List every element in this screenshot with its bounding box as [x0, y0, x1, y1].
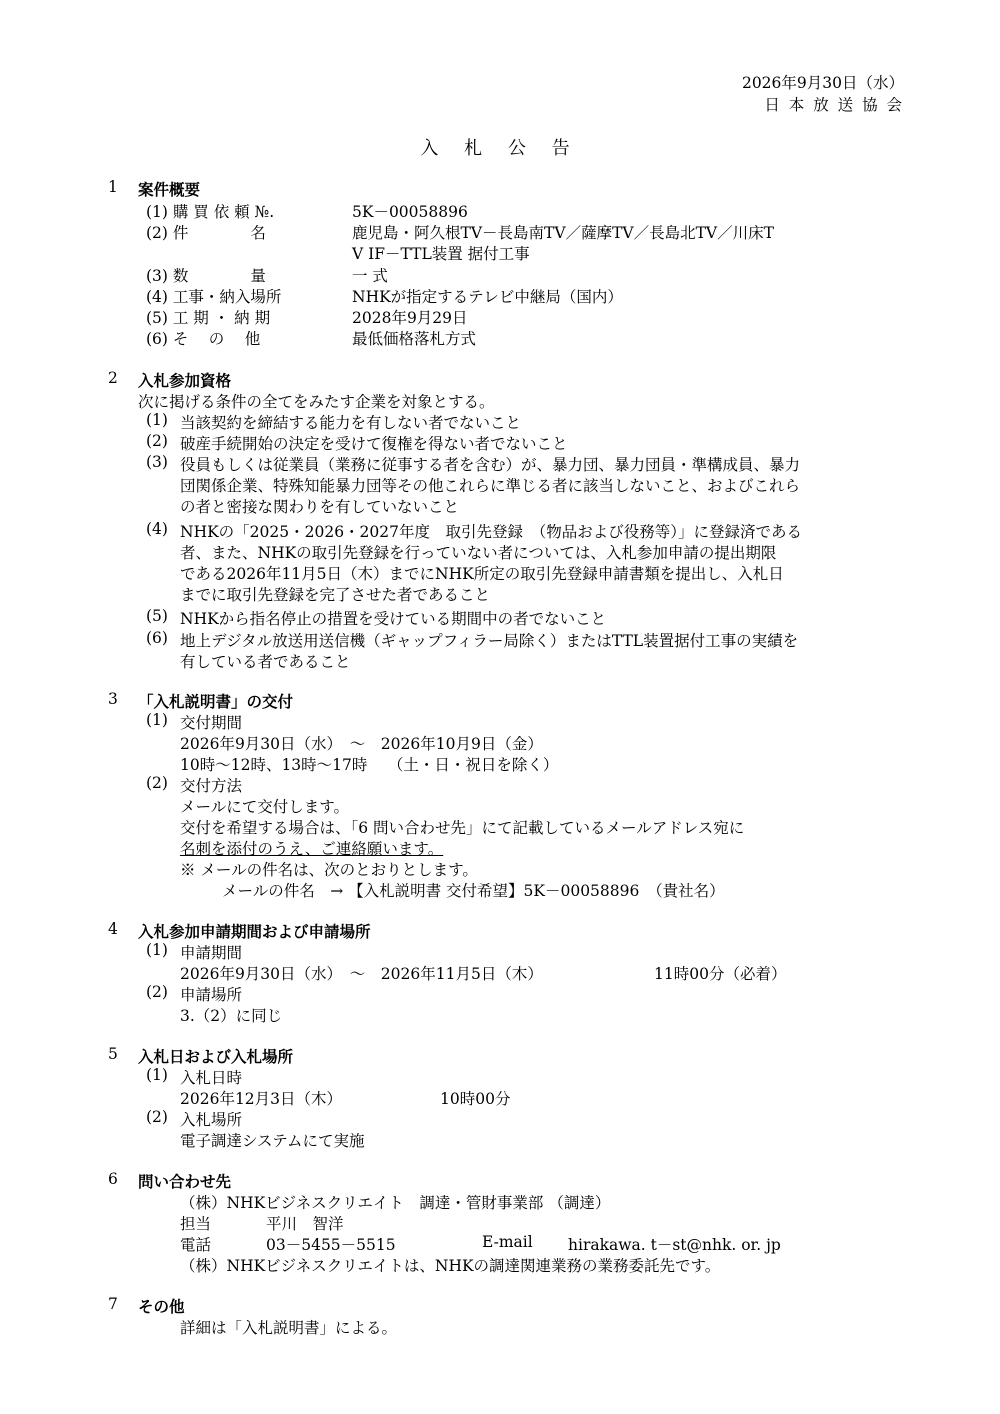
s1-label-location: (4) 工事・納入場所	[146, 288, 282, 306]
section-5-number: 5	[108, 1045, 118, 1063]
s2-item1-number: (1)	[146, 411, 168, 429]
s6-company-dept: （株）NHKビジネスクリエイト 調達・管財事業部 （調達）	[180, 1194, 611, 1212]
s1-value-location: NHKが指定するテレビ中継局（国内）	[352, 288, 623, 306]
s1-value-purchase-no: 5K－00058896	[352, 203, 468, 221]
s2-item6-line2: 有している者であること	[180, 653, 351, 671]
s1-label-quantity: (3) 数 量	[146, 267, 266, 285]
s2-item5-text: NHKから指名停止の措置を受けている期間中の者でないこと	[180, 610, 607, 628]
section-1-number: 1	[108, 178, 118, 196]
s1-value-quantity: 一 式	[352, 267, 388, 285]
section-7-number: 7	[108, 1295, 118, 1313]
s5-item2-number: (2)	[146, 1108, 168, 1126]
s4-item2-label: 申請場所	[180, 986, 243, 1004]
s6-contact-label: 担当	[180, 1215, 212, 1233]
section-3-number: 3	[108, 690, 118, 708]
s2-item4-number: (4)	[146, 520, 168, 538]
s3-item1-dates: 2026年9月30日（水） ～ 2026年10月9日（金）	[180, 735, 543, 753]
s1-label-period: (5) 工 期 ・ 納 期	[146, 309, 271, 327]
s2-item5-number: (5)	[146, 607, 168, 625]
s6-email-label: E-mail	[482, 1233, 533, 1251]
s6-note: （株）NHKビジネスクリエイトは、NHKの調達関連業務の業務委託先です。	[180, 1257, 721, 1275]
section-6-title: 問い合わせ先	[138, 1172, 232, 1191]
s3-item2-number: (2)	[146, 774, 168, 792]
section-2-title: 入札参加資格	[138, 371, 232, 390]
s2-item3-number: (3)	[146, 453, 168, 471]
s1-value-subject-line2: V IF－TTL装置 据付工事	[352, 245, 530, 263]
s6-email-address[interactable]: hirakawa. t－st@nhk. or. jp	[568, 1236, 781, 1254]
s6-phone-number: 03－5455－5515	[266, 1236, 396, 1254]
s2-item3-line3: の者と密接な関わりを有していないこと	[180, 498, 460, 516]
page-title: 入 札 公 告	[420, 138, 580, 159]
s5-item2-value: 電子調達システムにて実施	[180, 1132, 365, 1150]
s1-value-period: 2028年9月29日	[352, 309, 468, 327]
s2-item4-line3: である2026年11月5日（木）までにNHK所定の取引先登録申請書類を提出し、入札日	[180, 565, 784, 583]
s1-value-subject-line1: 鹿児島・阿久根TV－長島南TV／薩摩TV／長島北TV／川床T	[352, 224, 774, 242]
s4-item1-number: (1)	[146, 941, 168, 959]
s3-email-subject: メールの件名 → 【入札説明書 交付希望】5K－00058896 （貴社名）	[222, 882, 725, 900]
s3-item2-line2: 交付を希望する場合は、「6 問い合わせ先」にて記載しているメールアドレス宛に	[180, 819, 745, 837]
s3-item2-line3: 名刺を添付のうえ、ご連絡願います。	[180, 840, 444, 858]
s5-item1-time: 10時00分	[440, 1090, 511, 1108]
s4-item2-value: 3.（2）に同じ	[180, 1007, 283, 1025]
s3-item1-number: (1)	[146, 711, 168, 729]
s2-item4-line2: 者、また、NHKの取引先登録を行っていない者については、入札参加申請の提出期限	[180, 544, 777, 562]
s5-item1-date: 2026年12月3日（木）	[180, 1090, 343, 1108]
section-5-title: 入札日および入札場所	[138, 1047, 294, 1066]
s3-item1-hours: 10時～12時、13時～17時 （土・日・祝日を除く）	[180, 756, 559, 774]
s3-item2-label: 交付方法	[180, 777, 243, 795]
s4-item1-label: 申請期間	[180, 944, 243, 962]
s4-item1-deadline-time: 11時00分（必着）	[654, 965, 787, 983]
s2-item6-line1: 地上デジタル放送用送信機（ギャップフィラー局除く）またはTTL装置据付工事の実績を	[180, 632, 799, 650]
section-3-title: 「入札説明書」の交付	[138, 692, 294, 711]
s3-item1-label: 交付期間	[180, 714, 243, 732]
s5-item1-label: 入札日時	[180, 1069, 243, 1087]
s3-item2-line4: ※ メールの件名は、次のとおりとします。	[180, 861, 478, 879]
s6-contact-name: 平川 智洋	[266, 1215, 344, 1233]
s2-item2-text: 破産手続開始の決定を受けて復権を得ない者でないこと	[180, 435, 568, 453]
issue-date: 2026年9月30日（水）	[741, 74, 904, 92]
s2-item4-line1: NHKの「2025・2026・2027年度 取引先登録 （物品および役務等）」に登録済である	[180, 523, 803, 541]
s3-item2-line1: メールにて交付します。	[180, 798, 349, 816]
s2-item3-line1: 役員もしくは従業員（業務に従事する者を含む）が、暴力団、暴力団員・準構成員、暴力	[180, 456, 801, 474]
section-7-title: その他	[138, 1297, 185, 1316]
section-2-number: 2	[108, 369, 118, 387]
section-4-title: 入札参加申請期間および申請場所	[138, 922, 371, 941]
s6-phone-label: 電話	[180, 1236, 212, 1254]
s2-item4-line4: までに取引先登録を完了させた者であること	[180, 586, 491, 604]
section-4-number: 4	[108, 920, 118, 938]
s2-item1-text: 当該契約を締結する能力を有しない者でないこと	[180, 414, 522, 432]
s2-intro: 次に掲げる条件の全てをみたす企業を対象とする。	[138, 393, 495, 411]
s7-text: 詳細は「入札説明書」による。	[180, 1319, 398, 1337]
s5-item1-number: (1)	[146, 1066, 168, 1084]
s2-item2-number: (2)	[146, 432, 168, 450]
s1-label-other: (6) そ の 他	[146, 330, 261, 348]
s1-value-other: 最低価格落札方式	[352, 330, 477, 348]
s4-item1-dates: 2026年9月30日（水） ～ 2026年11月5日（木）	[180, 965, 543, 983]
section-6-number: 6	[108, 1170, 118, 1188]
section-1-title: 案件概要	[138, 180, 201, 199]
s4-item2-number: (2)	[146, 983, 168, 1001]
s1-label-purchase-no: (1) 購 買 依 頼 №.	[146, 203, 275, 221]
s5-item2-label: 入札場所	[180, 1111, 243, 1129]
s2-item3-line2: 団関係企業、特殊知能暴力団等その他これらに準じる者に該当しないこと、およびこれら	[180, 477, 801, 495]
issuer-name: 日 本 放 送 協 会	[764, 96, 904, 114]
s1-label-subject: (2) 件 名	[146, 224, 266, 242]
s2-item6-number: (6)	[146, 629, 168, 647]
